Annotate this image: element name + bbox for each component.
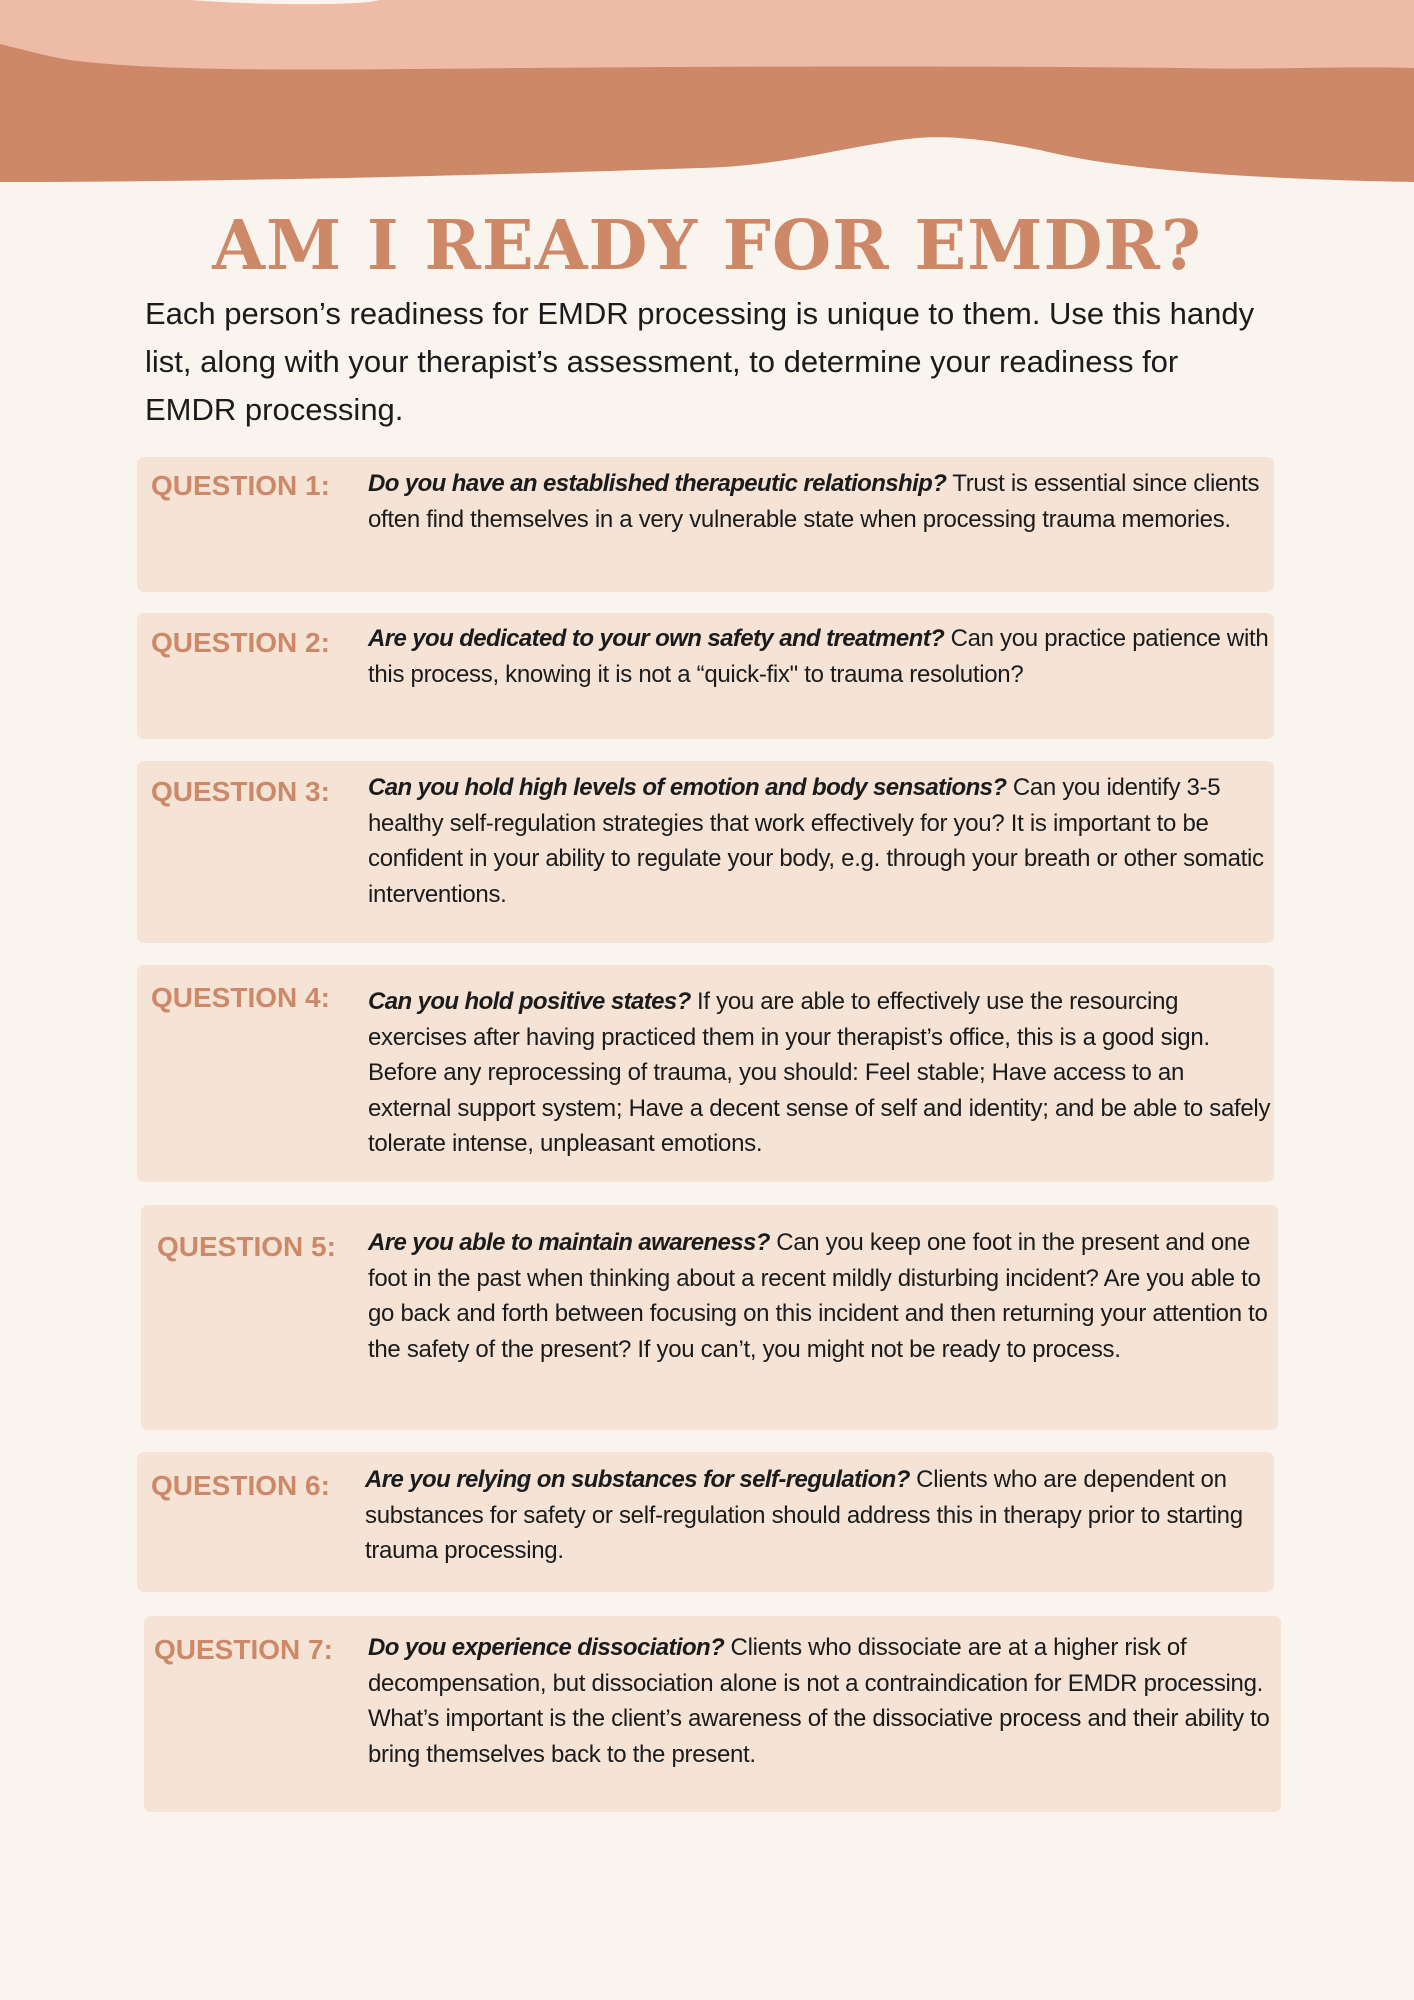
question-label-4: QUESTION 4: xyxy=(151,982,330,1013)
question-prompt-6: Are you relying on substances for self-regulation? xyxy=(365,1466,910,1493)
question-prompt-1: Do you have an established therapeutic relationship? xyxy=(368,470,947,497)
question-label-5: QUESTION 5: xyxy=(157,1231,336,1262)
question-prompt-7: Do you experience dissociation? xyxy=(368,1634,725,1661)
question-label-6: QUESTION 6: xyxy=(151,1470,330,1501)
question-body-4 xyxy=(368,984,1273,1162)
question-prompt-5: Are you able to maintain awareness? xyxy=(368,1229,770,1256)
question-detail-6: Clients who are dependent on substances for safety or self-regulation should address this in therapy prior to starting trauma processing. xyxy=(365,1466,1243,1564)
question-label-7: QUESTION 7: xyxy=(154,1634,333,1665)
question-body-7 xyxy=(368,1630,1273,1772)
question-body-6 xyxy=(365,1462,1275,1569)
question-label-2: QUESTION 2: xyxy=(151,627,330,658)
question-label-1: QUESTION 1: xyxy=(151,470,330,501)
question-body-2 xyxy=(368,621,1273,692)
question-body-5 xyxy=(368,1225,1273,1367)
intro-paragraph: Each person’s readiness for EMDR processing is unique to them. Use this handy list, along with your therapist’s assessment, to determine your readiness for EMDR processing. xyxy=(145,296,1255,427)
question-body-3 xyxy=(368,770,1273,912)
question-body-1 xyxy=(368,466,1273,537)
question-label-3: QUESTION 3: xyxy=(151,776,330,807)
header-wave-decoration xyxy=(0,0,1414,190)
question-prompt-3: Can you hold high levels of emotion and body sensations? xyxy=(368,774,1007,801)
question-detail-5: Can you keep one foot in the present and one foot in the past when thinking about a recent mildly disturbing incident? Are you able to go back and forth between focusing on this incident and then returning your attention to the safety of the present? If you can’t, you might not be ready to process. xyxy=(368,1229,1268,1363)
question-detail-4: If you are able to effectively use the resourcing exercises after having practiced them in your therapist’s office, this is a good sign. Before any reprocessing of trauma, you should: Feel stable; Have access to an external support system; Have a decent sense of self and identity; and be able to safely tolerate intense, unpleasant emotions. xyxy=(368,988,1271,1157)
question-detail-3: Can you identify 3-5 healthy self-regulation strategies that work effectively for you? It is important to be confident in your ability to regulate your body, e.g. through your breath or other somatic interventions. xyxy=(368,774,1264,908)
question-detail-2: Can you practice patience with this process, knowing it is not a “quick-fix" to trauma resolution? xyxy=(368,625,1269,688)
question-prompt-2: Are you dedicated to your own safety and treatment? xyxy=(368,625,945,652)
question-detail-7: Clients who dissociate are at a higher risk of decompensation, but dissociation alone is not a contraindication for EMDR processing. What’s important is the client’s awareness of the dissociative process and their ability to bring themselves back to the present. xyxy=(368,1634,1270,1768)
question-prompt-4: Can you hold positive states? xyxy=(368,988,691,1015)
question-detail-1: Trust is essential since clients often find themselves in a very vulnerable state when processing trauma memories. xyxy=(368,470,1260,533)
page-title: AM I READY FOR EMDR? xyxy=(212,206,1202,286)
